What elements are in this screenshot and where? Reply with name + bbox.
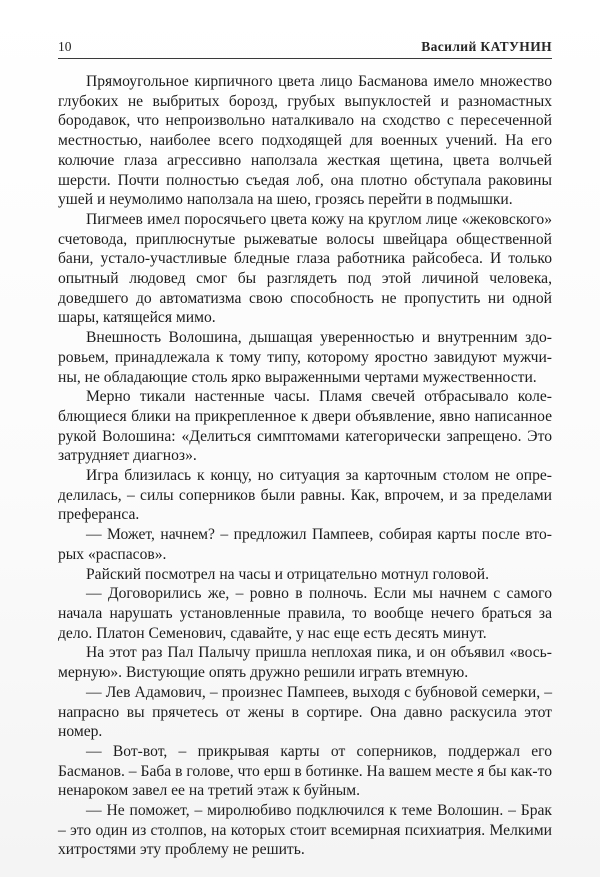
paragraph: — Лев Адамович, – произнес Пампеев, выходя с бубновой семерки, – напрасно вы прячетесь от жены в сортире. Она давно раскусила этот номер.: [58, 683, 552, 741]
paragraph: — Не поможет, – миролюбиво подключился к теме Волошин. – Брак – это один из столпов, на которых стоит всемирная психиатрия. Мелкими хитростями эту проблему не решить.: [58, 802, 552, 859]
paragraph: На этот раз Пал Палычу пришла неплохая пика, и он объявил «восьмерную». Вистующие опять дружно решили играть втемную.: [58, 644, 552, 682]
paragraph: Прямоугольное кирпичного цвета лицо Басманова имело множество глубоких не выбритых борозд, грубых выпуклостей и разномастных бородавок, что непроизвольно наталкивало на сходство с пересеченной местностью, наиболее всего подходящей для военных учений. На его колючие глаза агрессивно наползала жесткая щетина, цвета волчьей шерсти. Почти полностью съедая лоб, она плотно обступала раковины ушей и неумолимо наползала на шею, грозясь перейти в подмышки.: [58, 73, 552, 209]
running-head: [58, 33, 552, 55]
header-rule: [58, 58, 552, 59]
paragraph: Внешность Волошина, дышащая уверенностью и внутренним здоровьем, принадлежала к тому типу, которому яростно завидуют мужчины, не обладающие столь ярко выраженными чертами мужественности.: [58, 329, 552, 386]
paragraph: — Договорились же, – ровно в полночь. Если мы начнем с самого начала нарушать установленные правила, то вообще нечего браться за дело. Платон Семенович, сдавайте, у нас еще есть десять минут.: [58, 585, 552, 642]
body-text: [58, 72, 552, 860]
page-number: 10: [58, 39, 72, 54]
author-name: Василий КАТУНИН: [421, 39, 552, 54]
paragraph: Пигмеев имел поросячьего цвета кожу на круглом лице «жековского» счетовода, приплюснутые рыжеватые волосы швейцара общественной бани, устало-участливые бледные глаза работника райсобеса. И только опытный людовед смог бы разглядеть под этой личиной человека, доведшего до автоматизма свою способность не пропустить ни одной шары, катящейся мимо.: [58, 210, 552, 327]
paragraph: — Может, начнем? – предложил Пампеев, собирая карты после вторых «распасов».: [58, 526, 552, 563]
paragraph: Мерно тикали настенные часы. Пламя свечей отбрасывало колеблющиеся блики на прикрепленное к двери объявление, явно написанное рукой Волошина: «Делиться симптомами категорически запрещено. Это затрудняет диагноз».: [58, 388, 552, 465]
paragraph: Игра близилась к концу, но ситуация за карточным столом не определилась, – силы соперников были равны. Как, впрочем, и за пределами преферанса.: [58, 467, 552, 524]
paragraph: Райский посмотрел на часы и отрицательно мотнул головой.: [86, 565, 489, 583]
paragraph: — Вот-вот, – прикрывая карты от соперников, поддержал его Басманов. – Баба в голове, что ерш в ботинке. На вашем месте я бы как-то ненароком завел ее на третий этаж к буйным.: [58, 742, 552, 800]
